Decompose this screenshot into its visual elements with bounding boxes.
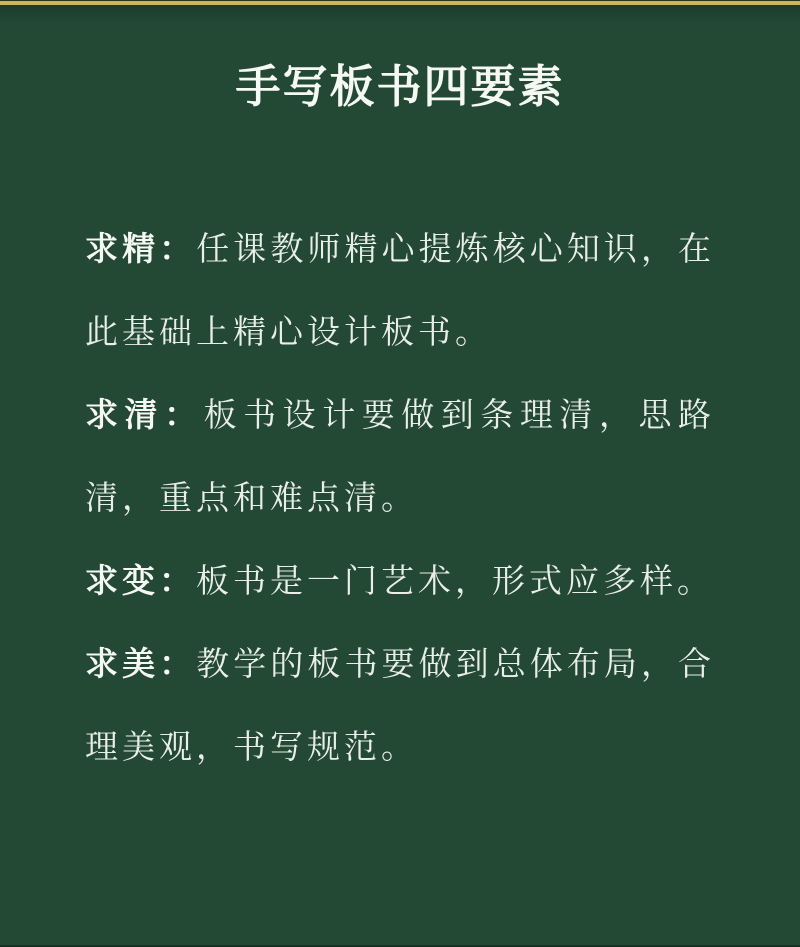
section-label: 求变： bbox=[85, 561, 196, 600]
section-label: 求精： bbox=[85, 229, 197, 268]
body-line: 清，重点和难点清。 bbox=[85, 478, 418, 517]
body-line: 求美：教学的板书要做到总体布局，合 bbox=[85, 644, 715, 683]
section-label: 求美： bbox=[85, 644, 197, 683]
section-label: 求清： bbox=[85, 395, 204, 434]
body-line: 理美观，书写规范。 bbox=[85, 727, 418, 766]
body-line: 求变：板书是一门艺术，形式应多样。 bbox=[85, 561, 714, 600]
body-line: 求精：任课教师精心提炼核心知识，在 bbox=[85, 229, 715, 268]
body-line: 此基础上精心设计板书。 bbox=[85, 312, 492, 351]
page-title: 手写板书四要素 bbox=[235, 60, 565, 113]
body-line: 求清：板书设计要做到条理清，思路 bbox=[85, 395, 716, 434]
body-text-block bbox=[85, 207, 715, 788]
